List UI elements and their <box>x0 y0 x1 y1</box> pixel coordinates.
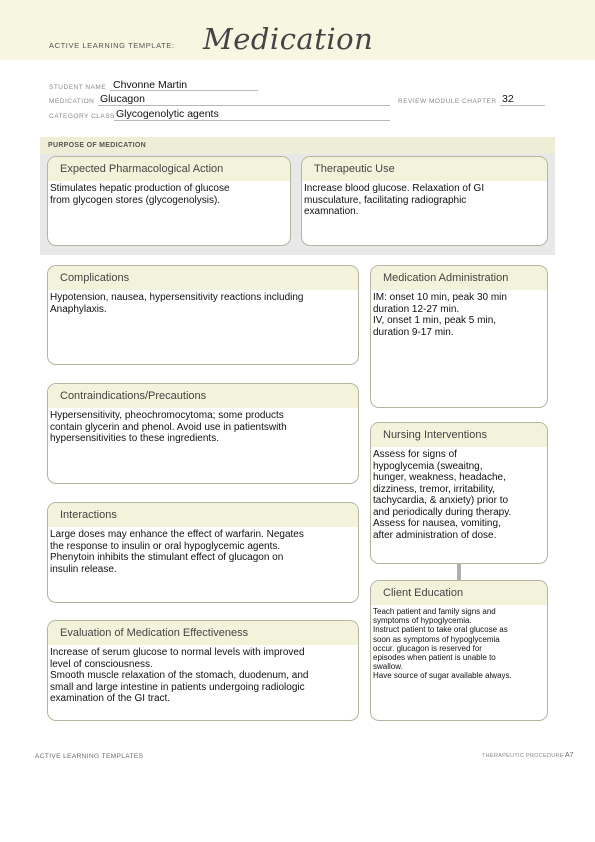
therapeutic-use-box <box>301 156 548 246</box>
footer-page-number: A7 <box>565 752 574 759</box>
nursing-interventions-text[interactable]: Assess for signs of hypoglycemia (sweaitng, hunger, weakness, headache, dizziness, tremor, irritability, tachycardia, & anxiety) prior to and periodically during therapy. Assess for nausea, vomiting, after administration of dose. <box>373 449 512 541</box>
footer-left: ACTIVE LEARNING TEMPLATES <box>35 753 144 760</box>
medication-underline <box>98 105 390 106</box>
review-module-label: REVIEW MODULE CHAPTER <box>398 98 497 105</box>
nursing-interventions-title: Nursing Interventions <box>371 423 547 447</box>
footer-right: THERAPEUTIC PROCEDURE <box>482 753 564 759</box>
contraindications-box <box>47 383 359 484</box>
medication-label: MEDICATION <box>49 98 95 105</box>
complications-title: Complications <box>48 266 358 290</box>
therapeutic-use-text[interactable]: Increase blood glucose. Relaxation of GI musculature, facilitating radiographic examnation. <box>304 183 485 217</box>
connector-line <box>457 564 461 580</box>
medication-administration-box <box>370 265 548 408</box>
medication-administration-text[interactable]: IM: onset 10 min, peak 30 min duration 12-27 min. IV, onset 1 min, peak 5 min, duration 9-17 min. <box>373 292 507 338</box>
evaluation-box <box>47 620 359 721</box>
client-education-title: Client Education <box>371 581 547 605</box>
expected-action-text[interactable]: Stimulates hepatic production of glucose from glycogen stores (glycogenolysis). <box>50 183 230 206</box>
review-module-field[interactable]: 32 <box>502 93 514 105</box>
evaluation-text[interactable]: Increase of serum glucose to normal levels with improved level of consciousness. Smooth muscle relaxation of the stomach, duodenum, and small and large intestine in patients undergoing radiologic examination of the GI tract. <box>50 647 309 704</box>
client-education-text[interactable]: Teach patient and family signs and symptoms of hypoglycemia. Instruct patient to take oral glucose as soon as symptoms of hypoglycemia occur. glucagon is reserved for episodes when patient is unable to swallow. Have source of sugar available always. <box>373 607 512 681</box>
interactions-title: Interactions <box>48 503 358 527</box>
contraindications-title: Contraindications/Precautions <box>48 384 358 408</box>
category-class-underline <box>114 120 390 121</box>
complications-text[interactable]: Hypotension, nausea, hypersensitivity reactions including Anaphylaxis. <box>50 292 304 315</box>
expected-action-box <box>47 156 291 246</box>
category-class-field[interactable]: Glycogenolytic agents <box>116 108 219 120</box>
evaluation-title: Evaluation of Medication Effectiveness <box>48 621 358 645</box>
category-class-label: CATEGORY CLASS <box>49 113 115 120</box>
therapeutic-use-title: Therapeutic Use <box>302 157 547 181</box>
contraindications-text[interactable]: Hypersensitivity, pheochromocytoma; some products contain glycerin and phenol. Avoid use in patientswith hypersensitivities to these ingredients. <box>50 410 287 444</box>
review-module-underline <box>500 105 545 106</box>
complications-box <box>47 265 359 365</box>
interactions-text[interactable]: Large doses may enhance the effect of warfarin. Negates the response to insulin or oral hypoglycemic agents. Phenytoin inhibits the stimulant effect of glucagon on insulin release. <box>50 529 304 575</box>
student-name-label: STUDENT NAME <box>49 84 107 91</box>
medication-administration-title: Medication Administration <box>371 266 547 290</box>
page-title: Medication <box>203 22 374 56</box>
expected-action-title: Expected Pharmacological Action <box>48 157 290 181</box>
medication-field[interactable]: Glucagon <box>100 93 145 105</box>
purpose-label: PURPOSE OF MEDICATION <box>48 142 146 149</box>
client-education-box <box>370 580 548 721</box>
template-label: ACTIVE LEARNING TEMPLATE: <box>49 41 175 50</box>
nursing-interventions-box <box>370 422 548 564</box>
interactions-box <box>47 502 359 603</box>
student-name-underline <box>110 90 258 91</box>
student-name-field[interactable]: Chvonne Martin <box>113 79 188 91</box>
